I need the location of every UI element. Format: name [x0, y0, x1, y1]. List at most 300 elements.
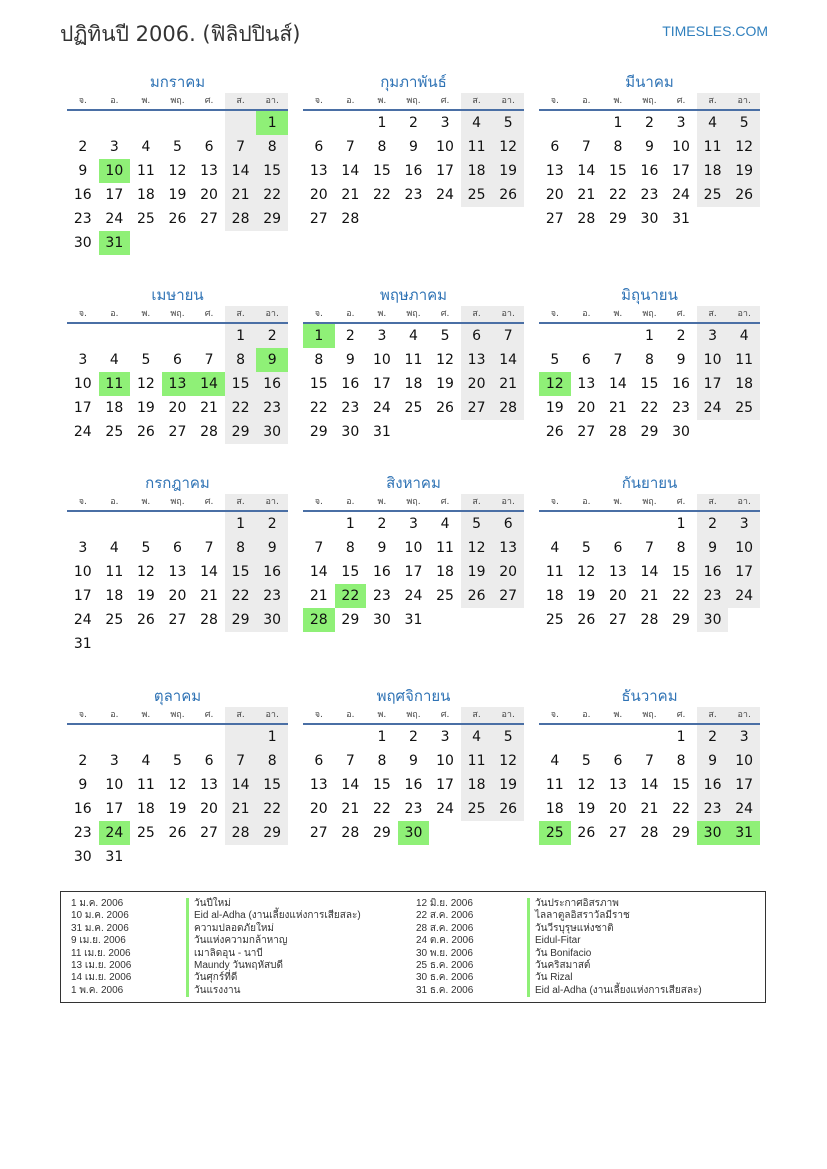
- weekday-label: พ.: [377, 497, 387, 507]
- day-cell: 20: [309, 801, 328, 817]
- day-cell: 21: [640, 588, 659, 604]
- day-cell: 13: [461, 348, 493, 372]
- day-cell: 4: [697, 111, 729, 135]
- holiday-day-cell: 12: [539, 372, 571, 396]
- day-cell: 19: [168, 187, 187, 203]
- day-cell: 12: [461, 536, 493, 560]
- month-block: [67, 472, 288, 656]
- day-cell: 30: [672, 424, 690, 440]
- day-cell: 9: [377, 540, 387, 556]
- day-cell: 7: [581, 139, 591, 155]
- empty-day-cell: [571, 111, 603, 135]
- legend-holiday-name: เมาลิดอุน - นาบี: [186, 948, 361, 960]
- day-cell: 1: [613, 115, 623, 131]
- day-cell: 4: [461, 111, 493, 135]
- empty-day-cell: [303, 111, 335, 135]
- day-cell: 13: [200, 163, 218, 179]
- empty-day-cell: [99, 324, 131, 348]
- day-cell: 23: [256, 584, 288, 608]
- weekday-label: อ.: [110, 497, 119, 507]
- day-cell: 23: [256, 396, 288, 420]
- day-cell: 10: [436, 139, 454, 155]
- weekday-label: อ.: [346, 497, 355, 507]
- day-cell: 19: [577, 801, 596, 817]
- day-cell: 30: [73, 235, 92, 251]
- empty-day-cell: [193, 324, 225, 348]
- day-cell: 18: [545, 801, 564, 817]
- weekday-label: จ.: [314, 497, 323, 507]
- day-cell: 19: [492, 159, 524, 183]
- weekday-label: พ.: [613, 309, 623, 319]
- day-cell: 10: [728, 536, 760, 560]
- weekday-label: ศ.: [440, 497, 450, 507]
- day-cell: 14: [640, 777, 659, 793]
- weekday-label: อา.: [256, 707, 288, 723]
- day-cell: 28: [341, 211, 360, 227]
- day-cell: 30: [697, 608, 729, 632]
- day-cell: 5: [492, 111, 524, 135]
- day-cell: 20: [168, 400, 187, 416]
- day-cell: 14: [309, 564, 328, 580]
- day-cell: 3: [728, 512, 760, 536]
- day-cell: 5: [581, 753, 591, 769]
- day-cell: 6: [204, 139, 214, 155]
- day-cell: 2: [78, 753, 88, 769]
- day-cell: 20: [461, 372, 493, 396]
- day-cell: 8: [256, 749, 288, 773]
- day-cell: 25: [728, 396, 760, 420]
- day-cell: 12: [577, 564, 596, 580]
- day-cell: 3: [409, 516, 418, 532]
- day-cell: 12: [577, 777, 596, 793]
- legend-date: 9 เม.ย. 2006: [71, 935, 126, 947]
- day-cell: 26: [577, 612, 596, 628]
- legend-date: 25 ธ.ค. 2006: [416, 959, 474, 971]
- day-cell: 19: [436, 376, 454, 392]
- day-cell: 30: [341, 424, 360, 440]
- holiday-day-cell: 31: [99, 231, 131, 255]
- weekday-label: พฤ.: [170, 497, 185, 507]
- day-cell: 24: [697, 396, 729, 420]
- empty-day-cell: [99, 725, 131, 749]
- weekday-label: ส.: [697, 707, 729, 723]
- day-cell: 28: [200, 612, 218, 628]
- day-cell: 7: [345, 139, 355, 155]
- day-cell: 11: [136, 163, 155, 179]
- day-cell: 31: [372, 424, 391, 440]
- weekday-label: ศ.: [440, 309, 450, 319]
- day-cell: 27: [461, 396, 493, 420]
- weekday-label: ศ.: [204, 96, 214, 106]
- empty-day-cell: [99, 111, 131, 135]
- day-cell: 8: [225, 348, 257, 372]
- day-cell: 21: [309, 588, 328, 604]
- legend-holiday-name: วันแห่งความกล้าหาญ: [186, 935, 361, 947]
- day-cell: 5: [440, 328, 450, 344]
- month-title: ตุลาคม: [153, 687, 202, 705]
- weekday-label: อา.: [728, 306, 760, 322]
- holiday-day-cell: 13: [162, 372, 194, 396]
- day-cell: 14: [640, 564, 659, 580]
- day-cell: 20: [492, 560, 524, 584]
- weekday-label: อ.: [110, 710, 119, 720]
- day-cell: 25: [545, 612, 564, 628]
- month-title: กันยายน: [621, 474, 678, 492]
- day-cell: 6: [492, 512, 524, 536]
- weekday-label: ส.: [461, 93, 493, 109]
- day-cell: 17: [73, 400, 92, 416]
- legend-date: 10 ม.ค. 2006: [71, 910, 129, 922]
- day-cell: 22: [372, 801, 391, 817]
- empty-day-cell: [225, 111, 257, 135]
- month-title: กุมภาพันธ์: [380, 73, 447, 91]
- day-cell: 1: [377, 729, 387, 745]
- day-cell: 29: [256, 821, 288, 845]
- day-cell: 3: [676, 115, 686, 131]
- day-cell: 13: [545, 163, 564, 179]
- day-cell: 23: [697, 797, 729, 821]
- day-cell: 24: [105, 211, 124, 227]
- page-title: ปฏิทินปี 2006. (ฟิลิปปินส์): [60, 22, 301, 46]
- weekday-label: อ.: [582, 497, 591, 507]
- day-grid: [539, 324, 760, 444]
- weekday-label: จ.: [550, 309, 559, 319]
- empty-day-cell: [303, 512, 335, 536]
- day-cell: 12: [728, 135, 760, 159]
- weekday-label: ส.: [461, 494, 493, 510]
- day-cell: 22: [640, 400, 659, 416]
- legend-date: 22 ส.ค. 2006: [416, 910, 474, 922]
- day-cell: 25: [404, 400, 423, 416]
- day-cell: 7: [492, 324, 524, 348]
- day-cell: 26: [168, 211, 187, 227]
- weekday-header: [67, 306, 288, 324]
- weekday-label: พฤ.: [642, 710, 657, 720]
- day-cell: 1: [676, 729, 686, 745]
- day-cell: 22: [256, 797, 288, 821]
- weekday-label: ส.: [225, 306, 257, 322]
- day-cell: 24: [372, 400, 391, 416]
- day-cell: 26: [577, 825, 596, 841]
- day-cell: 13: [200, 777, 218, 793]
- holiday-day-cell: 1: [256, 111, 288, 135]
- empty-day-cell: [335, 725, 367, 749]
- weekday-label: อ.: [110, 309, 119, 319]
- day-cell: 7: [645, 753, 654, 769]
- day-cell: 4: [109, 540, 119, 556]
- weekday-label: พฤ.: [406, 710, 421, 720]
- weekday-label: อ.: [110, 96, 119, 106]
- day-cell: 14: [225, 159, 257, 183]
- day-cell: 3: [697, 324, 729, 348]
- day-cell: 6: [613, 540, 623, 556]
- day-cell: 1: [645, 328, 654, 344]
- legend-date: 12 มิ.ย. 2006: [416, 898, 473, 909]
- day-cell: 9: [256, 536, 288, 560]
- day-cell: 8: [345, 540, 355, 556]
- day-cell: 10: [105, 777, 124, 793]
- day-cell: 17: [105, 187, 124, 203]
- weekday-label: จ.: [78, 309, 87, 319]
- day-grid: [539, 512, 760, 632]
- weekday-label: พ.: [377, 96, 387, 106]
- day-cell: 16: [672, 376, 690, 392]
- weekday-label: พ.: [377, 309, 387, 319]
- holiday-day-cell: 30: [398, 821, 430, 845]
- day-cell: 22: [256, 183, 288, 207]
- day-cell: 25: [461, 797, 493, 821]
- weekday-label: พ.: [613, 497, 623, 507]
- day-cell: 18: [728, 372, 760, 396]
- legend-date: 24 ต.ค. 2006: [416, 935, 474, 947]
- day-cell: 1: [345, 516, 355, 532]
- day-cell: 17: [436, 777, 454, 793]
- holiday-day-cell: 22: [335, 584, 367, 608]
- day-cell: 10: [73, 564, 92, 580]
- empty-day-cell: [130, 725, 162, 749]
- day-cell: 21: [200, 400, 218, 416]
- day-cell: 4: [440, 516, 450, 532]
- day-cell: 15: [372, 777, 391, 793]
- holiday-day-cell: 11: [99, 372, 131, 396]
- month-title: มิถุนายน: [621, 286, 678, 304]
- day-cell: 1: [256, 725, 288, 749]
- weekday-label: พ.: [377, 710, 387, 720]
- weekday-header: [67, 93, 288, 111]
- day-cell: 16: [73, 801, 92, 817]
- day-cell: 18: [136, 187, 155, 203]
- day-cell: 28: [640, 825, 659, 841]
- day-cell: 27: [168, 612, 187, 628]
- day-cell: 16: [404, 777, 423, 793]
- day-cell: 14: [608, 376, 627, 392]
- day-cell: 10: [436, 753, 454, 769]
- weekday-label: พ.: [141, 309, 151, 319]
- day-cell: 19: [168, 801, 187, 817]
- day-cell: 26: [136, 612, 155, 628]
- day-cell: 15: [341, 564, 360, 580]
- day-cell: 10: [728, 749, 760, 773]
- day-cell: 3: [440, 729, 450, 745]
- empty-day-cell: [602, 324, 634, 348]
- day-cell: 21: [640, 801, 659, 817]
- day-cell: 21: [341, 801, 360, 817]
- day-cell: 29: [225, 420, 257, 444]
- day-cell: 23: [372, 588, 391, 604]
- empty-day-cell: [539, 725, 571, 749]
- weekday-label: จ.: [314, 96, 323, 106]
- day-cell: 24: [436, 801, 454, 817]
- legend-holiday-name: วันปีใหม่: [186, 898, 361, 910]
- day-cell: 22: [225, 396, 257, 420]
- day-cell: 10: [697, 348, 729, 372]
- holiday-day-cell: 10: [99, 159, 131, 183]
- empty-day-cell: [162, 512, 194, 536]
- month-block: [67, 71, 288, 255]
- day-cell: 1: [225, 512, 257, 536]
- weekday-label: ศ.: [440, 710, 450, 720]
- day-cell: 27: [608, 825, 627, 841]
- weekday-header: [303, 93, 524, 111]
- day-cell: 8: [676, 540, 686, 556]
- day-cell: 13: [309, 777, 328, 793]
- day-cell: 27: [309, 211, 328, 227]
- day-cell: 8: [645, 352, 654, 368]
- weekday-label: ศ.: [676, 309, 686, 319]
- day-cell: 24: [728, 797, 760, 821]
- day-cell: 14: [492, 348, 524, 372]
- month-title: กรกฎาคม: [145, 474, 210, 492]
- day-cell: 26: [461, 584, 493, 608]
- weekday-header: [303, 494, 524, 512]
- day-cell: 12: [168, 163, 187, 179]
- weekday-label: จ.: [550, 497, 559, 507]
- day-cell: 3: [728, 725, 760, 749]
- day-grid: [303, 324, 524, 444]
- holiday-legend: [60, 891, 766, 1003]
- day-cell: 3: [377, 328, 387, 344]
- empty-day-cell: [162, 324, 194, 348]
- holiday-day-cell: 30: [697, 821, 729, 845]
- holiday-day-cell: 24: [99, 821, 131, 845]
- day-cell: 23: [404, 801, 423, 817]
- day-cell: 28: [492, 396, 524, 420]
- day-cell: 22: [225, 584, 257, 608]
- day-cell: 16: [372, 564, 391, 580]
- weekday-label: ศ.: [204, 497, 214, 507]
- day-cell: 25: [136, 211, 155, 227]
- weekday-header: [539, 93, 760, 111]
- day-cell: 27: [577, 424, 596, 440]
- day-cell: 4: [409, 328, 418, 344]
- legend-names-right: [527, 898, 702, 997]
- day-cell: 24: [404, 588, 423, 604]
- day-cell: 30: [256, 420, 288, 444]
- day-cell: 19: [461, 560, 493, 584]
- day-cell: 20: [545, 187, 564, 203]
- empty-day-cell: [67, 512, 99, 536]
- month-block: [539, 284, 760, 444]
- empty-day-cell: [225, 725, 257, 749]
- empty-day-cell: [67, 111, 99, 135]
- day-cell: 2: [256, 324, 288, 348]
- day-cell: 15: [225, 560, 257, 584]
- empty-day-cell: [634, 512, 666, 536]
- month-block: [539, 71, 760, 231]
- day-cell: 6: [173, 540, 182, 556]
- weekday-label: จ.: [314, 309, 323, 319]
- day-grid: [67, 111, 288, 255]
- day-cell: 9: [345, 352, 355, 368]
- legend-holiday-name: วันประกาศอิสรภาพ: [527, 898, 702, 910]
- day-cell: 4: [728, 324, 760, 348]
- empty-day-cell: [130, 324, 162, 348]
- holiday-day-cell: 25: [539, 821, 571, 845]
- day-cell: 17: [73, 588, 92, 604]
- empty-day-cell: [99, 512, 131, 536]
- day-cell: 26: [492, 183, 524, 207]
- weekday-label: อา.: [492, 707, 524, 723]
- day-cell: 17: [728, 773, 760, 797]
- day-cell: 9: [409, 753, 418, 769]
- month-title: ธันวาคม: [621, 687, 678, 705]
- day-cell: 28: [225, 207, 257, 231]
- empty-day-cell: [539, 324, 571, 348]
- day-cell: 7: [345, 753, 355, 769]
- month-block: [67, 284, 288, 444]
- holiday-day-cell: 1: [303, 324, 335, 348]
- day-cell: 31: [105, 849, 124, 865]
- month-block: [67, 685, 288, 869]
- weekday-header: [539, 306, 760, 324]
- day-grid: [539, 111, 760, 231]
- day-grid: [303, 512, 524, 632]
- day-cell: 11: [105, 564, 124, 580]
- day-cell: 27: [200, 825, 218, 841]
- legend-date: 31 ม.ค. 2006: [71, 922, 129, 934]
- month-title: มกราคม: [149, 73, 206, 91]
- day-cell: 6: [314, 753, 324, 769]
- weekday-label: ส.: [697, 306, 729, 322]
- day-cell: 6: [581, 352, 591, 368]
- empty-day-cell: [162, 111, 194, 135]
- empty-day-cell: [634, 725, 666, 749]
- day-cell: 25: [697, 183, 729, 207]
- weekday-label: อ.: [346, 710, 355, 720]
- day-cell: 21: [225, 797, 257, 821]
- day-cell: 19: [136, 588, 155, 604]
- day-cell: 12: [492, 749, 524, 773]
- day-cell: 20: [200, 187, 218, 203]
- day-cell: 7: [645, 540, 654, 556]
- day-cell: 5: [461, 512, 493, 536]
- weekday-label: ส.: [461, 707, 493, 723]
- weekday-label: อา.: [256, 494, 288, 510]
- month-title: พฤศจิกายน: [376, 687, 451, 705]
- weekday-label: อ.: [346, 96, 355, 106]
- weekday-label: ส.: [697, 494, 729, 510]
- empty-day-cell: [602, 512, 634, 536]
- day-cell: 19: [545, 400, 564, 416]
- empty-day-cell: [571, 324, 603, 348]
- empty-day-cell: [67, 725, 99, 749]
- day-cell: 16: [697, 773, 729, 797]
- day-cell: 2: [345, 328, 355, 344]
- month-block: [539, 472, 760, 632]
- day-cell: 20: [577, 400, 596, 416]
- day-cell: 24: [436, 187, 454, 203]
- day-cell: 27: [492, 584, 524, 608]
- site-link[interactable]: TIMESLES.COM: [662, 23, 768, 39]
- day-cell: 22: [672, 588, 690, 604]
- day-cell: 16: [404, 163, 423, 179]
- day-cell: 3: [440, 115, 450, 131]
- weekday-label: อ.: [346, 309, 355, 319]
- day-cell: 23: [697, 584, 729, 608]
- day-cell: 11: [545, 564, 564, 580]
- weekday-label: อา.: [728, 93, 760, 109]
- weekday-label: พ.: [613, 710, 623, 720]
- day-cell: 11: [461, 135, 493, 159]
- day-cell: 14: [341, 163, 360, 179]
- day-cell: 18: [461, 159, 493, 183]
- day-cell: 28: [225, 821, 257, 845]
- day-cell: 27: [608, 612, 627, 628]
- day-cell: 26: [492, 797, 524, 821]
- day-cell: 23: [640, 187, 659, 203]
- day-cell: 4: [461, 725, 493, 749]
- day-cell: 23: [73, 825, 92, 841]
